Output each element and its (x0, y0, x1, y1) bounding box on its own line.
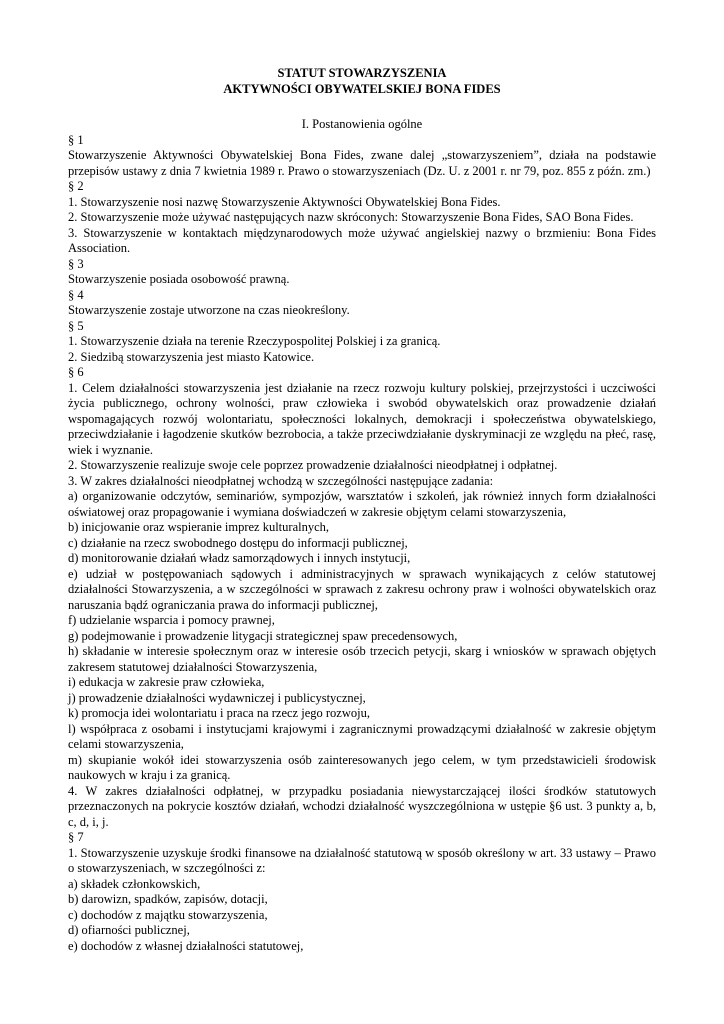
section-3-mark: § 3 (68, 256, 84, 271)
section-6-paragraph: 2. Stowarzyszenie realizuje swoje cele poprzez prowadzenie działalności nieodpłatnej i odpłatnej. (68, 458, 558, 472)
section-4-text: Stowarzyszenie zostaje utworzone na czas nieokreślony. (68, 303, 350, 317)
list-item: d) monitorowanie działań władz samorządowych i innych instytucji, (68, 551, 411, 565)
list-item: d) ofiarności publicznej, (68, 923, 190, 937)
section-2-paragraph: 2. Stowarzyszenie może używać następujących nazw skróconych: Stowarzyszenie Bona Fides, SAO Bona Fides. (68, 210, 634, 224)
section-6-paragraph: 4. W zakres działalności odpłatnej, w przypadku posiadania niewystarczającej ilości środków statutowych przeznaczonych na pokrycie kosztów działań, wchodzi działalność wyszczególniona w ustępie §6 ust. 3 punkty a, b, c, d, i, j. (68, 783, 656, 829)
section-5-paragraph: 1. Stowarzyszenie działa na terenie Rzeczypospolitej Polskiej i za granicą. (68, 334, 441, 348)
document-title-line-1: STATUT STOWARZYSZENIA (277, 66, 447, 80)
list-item: c) działanie na rzecz swobodnego dostępu do informacji publicznej, (68, 535, 408, 550)
section-3 (68, 257, 656, 288)
section-1-mark: § 1 (68, 132, 84, 147)
list-item: h) składanie w interesie społecznym oraz w interesie osób trzecich petycji, skarg i wniosków w sprawach objętych zakresem statutowej działalności Stowarzyszenia, (68, 644, 656, 674)
section-7-paragraph: 1. Stowarzyszenie uzyskuje środki finansowe na działalność statutową w sposób określony w art. 33 ustawy – Prawo o stowarzyszeniach, w szczególności z: (68, 845, 656, 875)
section-2-paragraph: 3. Stowarzyszenie w kontaktach międzynarodowych może używać angielskiej nazwy o brzmieniu: Bona Fides Association. (68, 225, 656, 255)
section-7-mark: § 7 (68, 830, 84, 844)
list-item: b) darowizn, spadków, zapisów, dotacji, (68, 892, 268, 906)
list-item: f) udzielanie wsparcia i pomocy prawnej, (68, 613, 275, 627)
section-4-mark: § 4 (68, 287, 84, 302)
section-1 (68, 133, 656, 180)
section-2-mark: § 2 (68, 179, 84, 193)
section-6-mark: § 6 (68, 365, 84, 379)
section-2 (68, 179, 656, 257)
list-item: e) dochodów z własnej działalności statutowej, (68, 938, 304, 953)
list-item: j) prowadzenie działalności wydawniczej i publicystycznej, (68, 690, 366, 705)
list-item: m) skupianie wokół idei stowarzyszenia osób zainteresowanych jego celem, w tym przedstawicieli środowisk naukowych w kraju i za granicą. (68, 752, 656, 782)
list-item: e) udział w postępowaniach sądowych i administracyjnych w sprawach wynikających z celów statutowej działalności Stowarzyszenia, a w szczególności w sprawach z zakresu ochrony praw i wolności obywatelskich oraz naruszania bądź ograniczania prawa do informacji publicznej, (68, 566, 656, 612)
section-3-text: Stowarzyszenie posiada osobowość prawną. (68, 272, 290, 286)
document-title-line-2: AKTYWNOŚCI OBYWATELSKIEJ BONA FIDES (223, 81, 501, 96)
list-item: a) składek członkowskich, (68, 876, 201, 891)
list-item: l) współpraca z osobami i instytucjami krajowymi i zagranicznymi prowadzącymi działalność w zakresie objętym celami stowarzyszenia, (68, 721, 656, 751)
section-4 (68, 288, 656, 319)
section-5-paragraph: 2. Siedzibą stowarzyszenia jest miasto Katowice. (68, 349, 315, 364)
list-item: k) promocja idei wolontariatu i praca na rzecz jego rozwoju, (68, 706, 370, 720)
list-item: c) dochodów z majątku stowarzyszenia, (68, 907, 268, 922)
section-2-paragraph: 1. Stowarzyszenie nosi nazwę Stowarzyszenie Aktywności Obywatelskiej Bona Fides. (68, 194, 501, 209)
section-7 (68, 830, 656, 954)
section-1-text: Stowarzyszenie Aktywności Obywatelskiej Bona Fides, zwane dalej „stowarzyszeniem”, działa na podstawie przepisów ustawy z dnia 7 kwietnia 1989 r. Prawo o stowarzyszeniach (Dz. U. z 2001 r. nr 79, poz. 855 z późn. zm.) (68, 148, 656, 178)
list-item: b) inicjowanie oraz wspieranie imprez kulturalnych, (68, 520, 330, 534)
document-page (68, 66, 656, 954)
section-6 (68, 365, 656, 830)
list-item: i) edukacja w zakresie praw człowieka, (68, 675, 265, 689)
list-item: a) organizowanie odczytów, seminariów, sympozjów, warsztatów i szkoleń, jak również innych form działalności oświatowej oraz propagowanie i wymiana doświadczeń w zakresie objętym celami stowarzyszenia, (68, 489, 656, 519)
section-6-paragraph: 3. W zakres działalności nieodpłatnej wchodzą w szczególności następujące zadania: (68, 473, 494, 488)
section-6-paragraph: 1. Celem działalności stowarzyszenia jest działanie na rzecz rozwoju kultury polskiej, przejrzystości i uczciwości życia publicznego, ochrony wolności, praw człowieka i swobód obywatelskich oraz prowadzenie działań wspomagających rozwój wolontariatu, społeczności lokalnych, demokracji i społeczeństwa obywatelskiego, przeciwdziałanie i łagodzenie skutków bezrobocia, a także przeciwdziałanie dyskryminacji ze względu na płeć, rasę, wiek i wyznanie. (68, 380, 656, 457)
section-5-mark: § 5 (68, 318, 84, 333)
list-item: g) podejmowanie i prowadzenie litygacji strategicznej spaw precedensowych, (68, 628, 458, 643)
section-5 (68, 319, 656, 366)
chapter-heading: I. Postanowienia ogólne (301, 117, 423, 131)
